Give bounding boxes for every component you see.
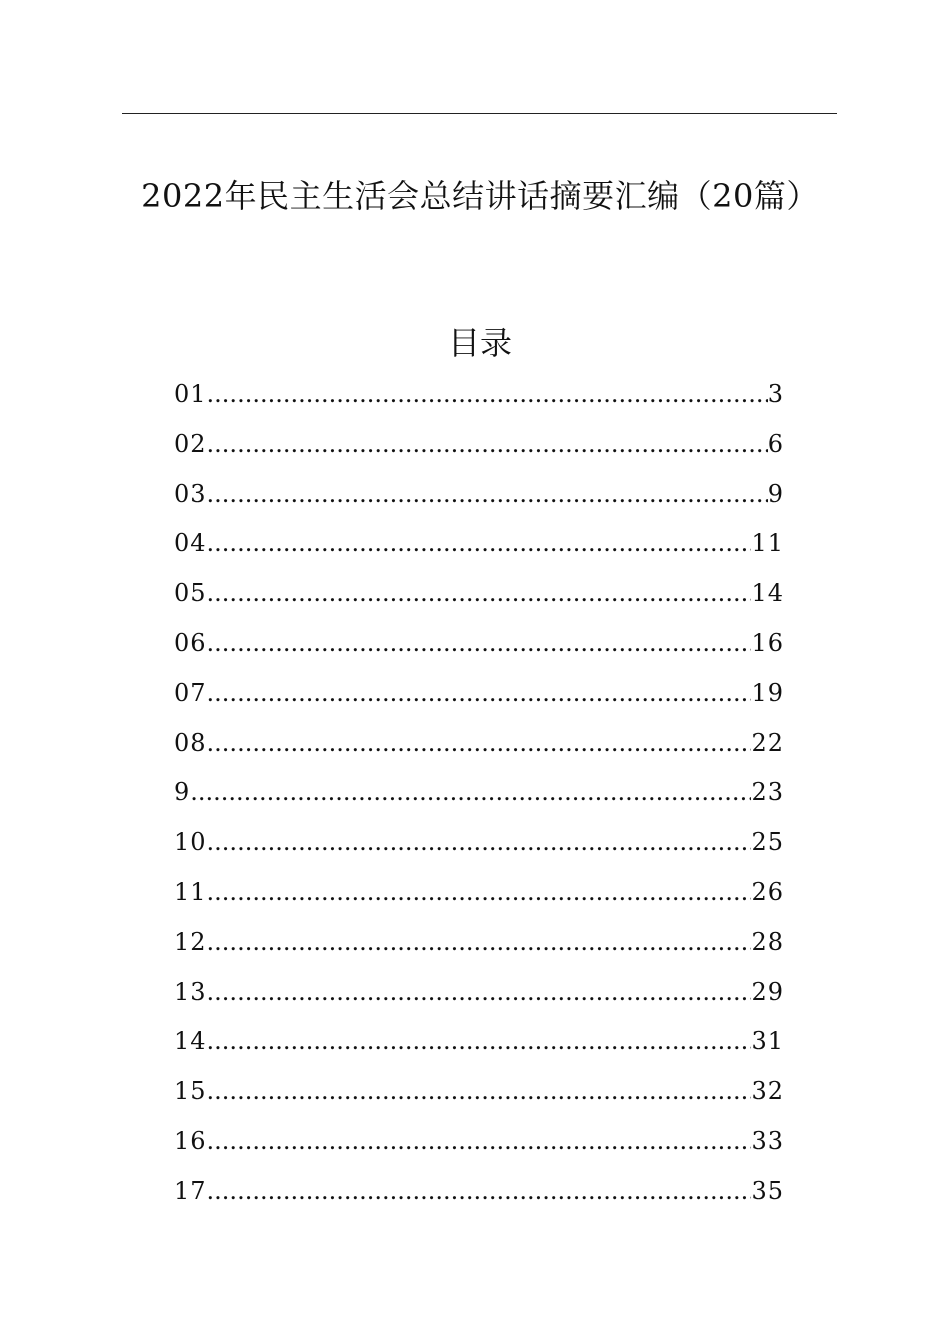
toc-entry[interactable] <box>174 1071 784 1121</box>
toc-leader-dots <box>207 872 752 912</box>
toc-leader-dots <box>207 1021 752 1061</box>
toc-entry-number: 07 <box>174 678 207 707</box>
toc-entry-number: 17 <box>174 1176 207 1205</box>
toc-entry-page: 6 <box>767 429 784 458</box>
toc-leader-dots <box>207 623 752 663</box>
toc-entry-page: 31 <box>751 1027 784 1056</box>
toc-entry[interactable] <box>174 772 784 822</box>
toc-entry[interactable] <box>174 623 784 673</box>
table-of-contents <box>174 374 784 1221</box>
toc-leader-dots <box>207 424 768 464</box>
toc-entry-number: 13 <box>174 977 207 1006</box>
toc-entry-number: 06 <box>174 628 207 657</box>
toc-entry-page: 22 <box>751 728 784 757</box>
toc-leader-dots <box>207 972 752 1012</box>
toc-entry-page: 26 <box>751 877 784 906</box>
toc-leader-dots <box>207 673 752 713</box>
toc-entry-number: 01 <box>174 380 207 408</box>
toc-entry-page: 16 <box>751 628 784 657</box>
toc-entry[interactable] <box>174 424 784 474</box>
toc-entry[interactable] <box>174 673 784 723</box>
toc-entry-number: 14 <box>174 1027 207 1056</box>
toc-entry-number: 04 <box>174 529 207 558</box>
toc-entry[interactable] <box>174 1171 784 1221</box>
toc-leader-dots <box>207 573 752 613</box>
toc-entry-page: 23 <box>751 778 784 807</box>
toc-entry-page: 35 <box>751 1176 784 1205</box>
toc-entry[interactable] <box>174 573 784 623</box>
toc-entry-number: 10 <box>174 828 207 857</box>
toc-leader-dots <box>207 723 752 763</box>
toc-entry-number: 08 <box>174 728 207 757</box>
toc-entry-number: 03 <box>174 479 207 508</box>
toc-entry-page: 25 <box>751 828 784 857</box>
toc-entry[interactable] <box>174 822 784 872</box>
toc-leader-dots <box>207 1071 752 1111</box>
toc-entry-page: 29 <box>751 977 784 1006</box>
toc-entry[interactable] <box>174 972 784 1022</box>
toc-entry[interactable] <box>174 374 784 424</box>
toc-entry-number: 12 <box>174 927 207 956</box>
toc-entry[interactable] <box>174 1021 784 1071</box>
toc-leader-dots <box>207 1171 752 1211</box>
toc-entry-page: 11 <box>751 529 784 558</box>
toc-entry[interactable] <box>174 1121 784 1171</box>
toc-leader-dots <box>207 374 768 414</box>
toc-entry[interactable] <box>174 922 784 972</box>
toc-leader-dots <box>207 1121 752 1161</box>
toc-entry-number: 11 <box>174 877 207 906</box>
toc-entry-number: 9 <box>174 778 191 807</box>
toc-entry-number: 05 <box>174 579 207 608</box>
toc-heading: 目录 <box>447 324 512 362</box>
toc-entry-page: 14 <box>751 579 784 608</box>
toc-leader-dots <box>207 822 752 862</box>
toc-entry-page: 3 <box>767 380 784 408</box>
toc-entry[interactable] <box>174 523 784 573</box>
toc-leader-dots <box>207 922 752 962</box>
toc-entry-page: 33 <box>751 1126 784 1155</box>
toc-entry-number: 16 <box>174 1126 207 1155</box>
toc-entry-page: 32 <box>751 1077 784 1106</box>
toc-leader-dots <box>207 474 768 514</box>
document-title: 2022年民主生活会总结讲话摘要汇编（20篇） <box>141 177 819 215</box>
toc-entry-page: 28 <box>751 927 784 956</box>
toc-leader-dots <box>190 772 751 812</box>
toc-entry-page: 9 <box>767 479 784 508</box>
toc-entry[interactable] <box>174 723 784 773</box>
toc-leader-dots <box>207 523 752 563</box>
toc-entry[interactable] <box>174 474 784 524</box>
toc-entry-page: 19 <box>751 678 784 707</box>
toc-entry-number: 02 <box>174 429 207 458</box>
header-rule <box>122 113 837 114</box>
toc-entry-number: 15 <box>174 1077 207 1106</box>
toc-entry[interactable] <box>174 872 784 922</box>
